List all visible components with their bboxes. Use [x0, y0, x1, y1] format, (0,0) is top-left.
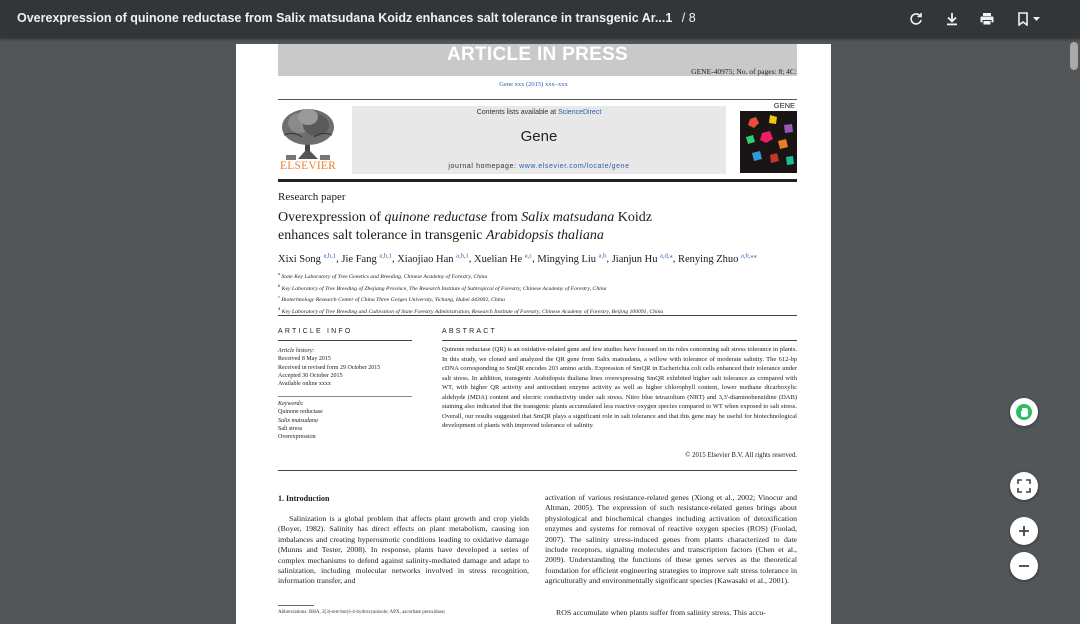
homepage-link[interactable]: www.elsevier.com/locate/gene [519, 163, 630, 170]
info-rule [278, 396, 412, 397]
author[interactable]: Jianjun Hu $^{a,d,⁎}$ [611, 252, 673, 265]
intro-left-column: Salinization is a global problem that affects plant growth and crop yields (Boyer, 1982). Salinity has direct effects on plant metabolism, causing ion imbalances and creating hyperosmotic conditions leading to oxidative damage (Munns and Tester, 2008). In response, plants have developed a series of complex mechanisms to defend against salinity-mediated damage and adapt to salinization, including molecular networks involved in stress recognition, information transfer, and [278, 514, 529, 586]
keyword-item: Salix matsudana [278, 417, 318, 424]
article-type: Research paper [278, 191, 346, 203]
header-rule [278, 99, 797, 100]
copyright-line: © 2015 Elsevier B.V. All rights reserved. [685, 452, 797, 459]
homepage-prefix: journal homepage: [448, 163, 517, 170]
history-item: Accepted 30 October 2015 [278, 372, 343, 379]
affiliations [278, 270, 798, 317]
document-title-text: Overexpression of quinone reductase from Salix matsudana Koidz enhances salt tolerance in transgenic Ar...1 [17, 11, 673, 25]
author[interactable]: Jie Fang $^{a,b,1}$ [341, 252, 392, 265]
citation-line[interactable]: Gene xxx (2015) xxx–xxx [499, 81, 568, 88]
header-thick-rule [278, 179, 797, 182]
title-part: enhances salt tolerance in transgenic [278, 227, 483, 243]
evernote-icon [1015, 403, 1033, 421]
section-rule [278, 315, 797, 316]
keyword-item: Salt stress [278, 425, 303, 432]
zoom-out-button[interactable] [1010, 552, 1038, 580]
zoom-out-icon [1018, 560, 1030, 572]
pdf-page [236, 44, 831, 624]
history-item: Received in revised form 29 October 2015 [278, 364, 381, 371]
title-part: from [490, 210, 518, 225]
history-item: Available online xxxx [278, 381, 331, 388]
keywords [278, 400, 412, 441]
sciencedirect-link[interactable]: ScienceDirect [558, 109, 602, 116]
affiliation-item: $^a$ State Key Laboratory of Tree Genetics and Breeding, Chinese Academy of Forestry, China [278, 271, 488, 280]
article-info-heading: ARTICLE INFO [278, 328, 353, 335]
document-title [17, 11, 696, 25]
journal-header-box [352, 106, 726, 174]
info-rule [278, 340, 412, 341]
abstract-heading: ABSTRACT [442, 328, 497, 335]
keyword-item: Quinone reductase [278, 409, 323, 416]
download-icon[interactable] [941, 8, 963, 30]
bookmark-button[interactable] [1014, 8, 1044, 30]
vertical-scrollbar[interactable] [1068, 38, 1080, 615]
print-icon[interactable] [976, 8, 998, 30]
article-history [278, 347, 412, 388]
author[interactable]: Xixi Song $^{a,b,1}$ [278, 252, 337, 265]
keyword-item: Overexpression [278, 434, 316, 441]
gene-id: GENE-40975; No. of pages: 8; 4C: [691, 67, 797, 76]
fit-page-button[interactable] [1010, 472, 1038, 500]
elsevier-wordmark: ELSEVIER [280, 160, 336, 172]
scrollbar-thumb[interactable] [1070, 42, 1078, 70]
journal-homepage [352, 163, 726, 170]
article-title [278, 209, 698, 244]
contents-line [352, 109, 726, 116]
zoom-in-button[interactable] [1010, 517, 1038, 545]
title-part: Koidz [617, 210, 652, 225]
pdf-toolbar [0, 0, 1080, 38]
zoom-in-icon [1018, 525, 1030, 537]
bookmark-icon [1017, 12, 1029, 26]
title-part-italic: Arabidopsis thaliana [485, 227, 604, 243]
section-rule [278, 470, 797, 471]
journal-cover-image [740, 101, 797, 173]
title-part-italic: Salix matsudana [521, 210, 615, 225]
evernote-button[interactable] [1010, 398, 1038, 426]
intro-right-continuation: ROS accumulate when plants suffer from salinity stress. This accu- [556, 608, 766, 617]
cover-art-icon [740, 111, 797, 173]
article-in-press-banner: ARTICLE IN PRESS [278, 44, 797, 76]
fit-page-icon [1017, 479, 1031, 493]
introduction-heading: 1. Introduction [278, 494, 330, 503]
author[interactable]: Renying Zhuo $^{a,b,⁎⁎}$ [678, 252, 757, 265]
title-part-italic: quinone reductase [384, 210, 488, 225]
intro-right-column: activation of various resistance-related genes (Xiong et al., 2002; Vinocur and Altman, 2005). The expression of such resistance-related genes brings about physiological and biochemical changes including activation of detoxification enzymes and systems for removal of reactive oxygen species (ROS) (Foolad, 2007). The salinity stress-induced genes from plants characterized to date include receptors, signaling molecules and transcription factors (Chen et al., 2009). Understanding the functions of these genes serves as the theoretical foundation for efficient engineering strategies to improve salt stress tolerance in agriculturally and environmentally significant species (Kawasaki et al., 2001). [545, 493, 797, 586]
title-part: Overexpression of [278, 210, 382, 225]
abstract-text: Quinone reductase (QR) is an oxidative-related gene and few studies have focused on its roles concerning salt stress tolerance in plants. In this study, we cloned and analyzed the QR gene from Salix matsudana, a willow with tolerance of moderate salinity. The 612-bp cDNA corresponding to SmQR encodes 203 amino acids. Expression of SmQR in Escherichia coli cells enhanced their tolerance under salt stress. In addition, transgenic Arabidopsis thaliana lines overexpressing SmQR exhibited higher salt tolerance as compared with WT, with higher QR activity and antioxidant enzyme activity as well as higher chlorophyll content, lower methane dicarboxylic aldehyde (MDA) content and electric conductivity under salt stress. Nitro blue tetrazolium (NBT) and 3,3'-diaminobenzidine (DAB) staining also indicated that the transgenic plants accumulated less reactive oxygen species compared to WT when exposed to salt stress. Overall, our results suggested that SmQR plays a significant role in salt tolerance and that this gene may be useful for biotechnological development of plants with improved tolerance of salinity. [442, 346, 797, 429]
author-list: Xixi Song $^{a,b,1}$, Jie Fang $^{a,b,1}$, Xiaojiao Han $^{a,b,1}$, Xuelian He $^{a,c}$, Mingying Liu $^{a,b}$, Jianjun Hu $^{a,d,⁎}$, Renying Zhuo $^{a,b,⁎⁎}$ [278, 252, 757, 265]
footnote: Abbreviations: BHA, 2(3)-tert-butyl-4-hydroxyanisole; APX, ascorbate peroxidase; [278, 610, 446, 615]
keywords-label: Keywords: [278, 401, 304, 407]
affiliation-item: $^c$ Biotechnology Research Center of China Three Gorges University, Yichang, Hubei 443002, China [278, 294, 505, 304]
history-item: Received 8 May 2015 [278, 356, 331, 363]
author[interactable]: Xuelian He $^{a,c}$ [474, 252, 533, 265]
abstract-rule [442, 340, 797, 341]
rotate-icon[interactable] [905, 8, 927, 30]
journal-name: Gene [520, 128, 558, 145]
contents-prefix: Contents lists available at [476, 109, 557, 116]
page-indicator[interactable]: / 8 [681, 11, 696, 25]
history-label: Article history: [278, 348, 315, 354]
author[interactable]: Mingying Liu $^{a,b}$ [537, 252, 607, 265]
affiliation-item: $^d$ Key Laboratory of Tree Breeding and Cultivation of State Forestry Administration, Research Institute of Forestry, Chinese Academy of Forestry, Beijing 100091, China [278, 306, 664, 315]
chevron-down-icon [1032, 16, 1041, 22]
footnote-rule [278, 605, 314, 606]
cover-label: GENE [740, 101, 797, 111]
affiliation-item: $^b$ Key Laboratory of Tree Breeding of Zhejiang Province, The Research Institute of Subtropical of Forestry, Chinese Academy of Forestry, China [278, 282, 607, 292]
author[interactable]: Xiaojiao Han $^{a,b,1}$ [397, 252, 469, 265]
